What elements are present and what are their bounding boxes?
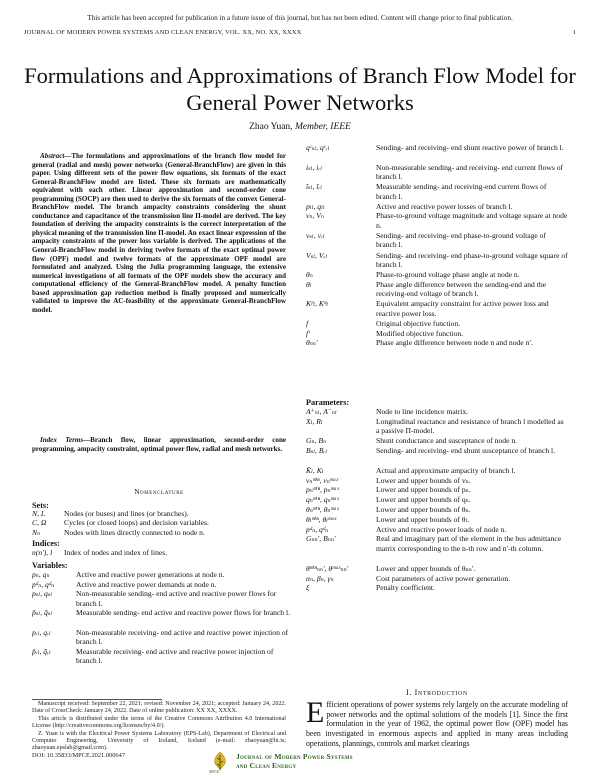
dropcap: E bbox=[306, 696, 325, 729]
indices-label: Indices: bbox=[32, 539, 60, 548]
footnote-affiliation: Z. Yuan is with the Electrical Power Systems Laboratory (EPS-Lab), Department of Electrical and Computer Engineering, University of Iceland, Iceland (e-mail: zhaoyuan@hi.is; zhaoyuan.epslab@gmail.com). bbox=[32, 730, 286, 752]
abstract-text: The formulations and approximations of the branch flow model for general (radial and mesh) power networks (General-BranchFlow) are given in this paper. Using different sets of the power flow equations, six formats of the exact General-BranchFlow model are listed. These six formats are mathematically equivalent with each other. Linear approximation and second-order cone programming (SOCP) are then used to derive the six formats of the convex General-BranchFlow model. The branch ampacity constraints considering the shunt conductance and capacitance of the transmission line Π-model are derived. The key foundation of deriving the ampacity constraints is the correct interpretation of the physical meaning of the transmission line Π-model. An exact linear expression of the ampacity constraints of the power loss variable is derived. The applications of the General-BranchFlow model in deriving twelve formats of the exact optimal power flow (OPF) model and twelve formats of the approximate OPF model are formulated and analyzed. Using the Julia programming language, the extensive numerical investigations of all formats of the OPF models show the accuracy and computational efficiency of the General-BranchFlow model. A penalty function based approximation gap reduction method is finally proposed and numerically validated to improve the AC-feasibility of the approximate General-BranchFlow model. bbox=[32, 152, 286, 314]
nomenclature-symbol: qᶜₛₗ, qᶜᵣₗ bbox=[306, 143, 330, 152]
nomenclature-description: Active and reactive power demands at node n. bbox=[76, 579, 217, 589]
nomenclature-description: Phase-to-ground voltage magnitude and voltage square at node n. bbox=[376, 211, 568, 230]
nomenclature-description: Cycles (or closed loops) and decision variables. bbox=[64, 518, 209, 528]
footnote-license: This article is distributed under the terms of the Creative Commons Attribution 4.0 International License (http://creativecommons.org/licenses/by/4.0/). bbox=[32, 715, 286, 730]
nomenclature-description: Active and reactive power loads of node n. bbox=[376, 524, 507, 534]
nomenclature-description: Active and reactive power generations at node n. bbox=[76, 570, 225, 579]
nomenclature-description: Longitudinal reactance and resistance of branch l modelled as a passive Π-model. bbox=[376, 416, 564, 436]
nomenclature-symbol: iₛₗ, iᵣₗ bbox=[306, 162, 323, 172]
parameters-label: Parameters: bbox=[306, 398, 350, 407]
nomenclature-symbol: K̄ₗ, Kₗ bbox=[306, 465, 324, 475]
paper-title: Formulations and Approximations of Branch Flow Model for General Power Networks bbox=[24, 63, 576, 115]
nomenclature-symbol: N, L bbox=[32, 509, 46, 518]
journal-logo-line1: Journal of Modern Power Systems bbox=[236, 752, 353, 761]
abstract-lead: Abstract bbox=[40, 152, 65, 160]
nomenclature-description: Lower and upper bounds of vₙ. bbox=[376, 475, 471, 485]
running-head: JOURNAL OF MODERN POWER SYSTEMS AND CLEAN ENERGY, VOL. XX, NO. XX, XXXX bbox=[24, 29, 302, 36]
nomenclature-description: Lower and upper bounds of θₙₙ′. bbox=[376, 563, 476, 573]
index-terms-lead: Index Terms bbox=[40, 436, 84, 444]
journal-logo-line2: and Clean Energy bbox=[236, 761, 297, 770]
nomenclature-description: Measurable sending- end active and reactive power flows for branch l. bbox=[76, 608, 291, 618]
nomenclature-symbol: p̃ᵣₗ, q̃ᵣₗ bbox=[32, 646, 51, 656]
nomenclature-description: Real and imaginary part of the element in the bus admittance matrix corresponding to the n-th row and n′-th column. bbox=[376, 534, 562, 553]
nomenclature-description: Phase angle difference between the sending-end and the receiving-end voltage of branch l. bbox=[376, 279, 547, 299]
journal-logo-text bbox=[236, 752, 353, 770]
nomenclature-heading: Nomenclature bbox=[134, 488, 184, 496]
doi: DOI: 10.35833/MPCE.2021.000647 bbox=[32, 752, 126, 759]
nomenclature-description: Nodes (or buses) and lines (or branches). bbox=[64, 509, 189, 518]
nomenclature-symbol: vₛₗ, vᵣₗ bbox=[306, 231, 325, 240]
nomenclature-symbol: Nₙ bbox=[32, 527, 41, 537]
sets-label: Sets: bbox=[32, 501, 49, 510]
nomenclature-description: Shunt conductance and susceptance of node n. bbox=[376, 436, 518, 446]
journal-logo-abbr: MPCE bbox=[209, 770, 220, 774]
nomenclature-symbol: θₙᵐⁱⁿ, θₙᵐᵃˣ bbox=[306, 505, 339, 514]
footnotes bbox=[32, 701, 286, 753]
nomenclature-description: Phase angle difference between node n and node n′. bbox=[376, 338, 533, 348]
nomenclature-description: Actual and approximate ampacity of branch l. bbox=[376, 465, 516, 475]
nomenclature-description: Non-measurable sending- and receiving- end current flows of branch l. bbox=[376, 162, 564, 181]
nomenclature-symbol: vₙᵐⁱⁿ, vₙᵐᵃˣ bbox=[306, 475, 339, 485]
nomenclature-description: Measurable receiving- end active and reactive power injection of branch l. bbox=[76, 646, 274, 666]
nomenclature-description: Measurable sending- and receiving-end current flows of branch l. bbox=[376, 182, 547, 201]
author-line bbox=[0, 122, 600, 132]
nomenclature-symbol: vₙ, Vₙ bbox=[306, 211, 324, 221]
nomenclature-description: Equivalent ampacity constraint for active power loss and reactive power loss. bbox=[376, 299, 549, 318]
nomenclature-symbol: θₙ bbox=[306, 270, 313, 280]
nomenclature-symbol: Gₙ, Bₙ bbox=[306, 436, 327, 446]
nomenclature-symbol: θₗ bbox=[306, 279, 312, 289]
author-role: Member, IEEE bbox=[294, 122, 351, 132]
nomenclature-symbol: ĩₛₗ, ĩᵣₗ bbox=[306, 182, 323, 192]
nomenclature-description: Nodes with lines directly connected to node n. bbox=[64, 527, 205, 537]
nomenclature-symbol: pₗₗ, qₗₗ bbox=[306, 201, 325, 211]
nomenclature-symbol: qₙᵐⁱⁿ, qₙᵐᵃˣ bbox=[306, 495, 339, 505]
introduction-body: fficient operations of power systems rely largely on the accurate modeling of power networks and the optimal solutions of the models [1]. Since the first formulation in the year of 1962, the optimal power flow (OPF) model has been investigated in enormous aspects and applied in many areas including operations, plannings, controls and market clearings bbox=[306, 700, 568, 748]
nomenclature-symbol: αₙ, βₙ, γₙ bbox=[306, 573, 334, 583]
nomenclature-description: Non-measurable receiving- end active and reactive power injection of branch l. bbox=[76, 627, 289, 646]
nomenclature-symbol: pᵣₗ, qᵣₗ bbox=[32, 627, 51, 637]
nomenclature-symbol: C, Ω bbox=[32, 518, 47, 528]
nomenclature-symbol: θₗᵐⁱⁿ, θₗᵐᵃˣ bbox=[306, 514, 337, 524]
nomenclature-description: Lower and upper bounds of θₗ. bbox=[376, 514, 470, 524]
nomenclature-symbol: p̃ₛₗ, q̃ₛₗ bbox=[32, 608, 53, 618]
nomenclature-description: Penalty coefficient. bbox=[376, 583, 435, 593]
nomenclature-symbol: pₛₗ, qₛₗ bbox=[32, 589, 53, 599]
page-number: 1 bbox=[572, 29, 576, 36]
author-name: Zhao Yuan, bbox=[249, 122, 293, 132]
nomenclature-description: Lower and upper bounds of θₙ. bbox=[376, 505, 471, 514]
nomenclature-symbol: θₙₙ′ bbox=[306, 338, 318, 348]
journal-logo-icon bbox=[208, 750, 232, 772]
nomenclature-symbol: Bₛₗ, Bᵣₗ bbox=[306, 446, 328, 456]
abstract bbox=[32, 152, 286, 314]
nomenclature-description: Original objective function. bbox=[376, 319, 461, 328]
nomenclature-description: Sending- and receiving- end shunt reactive power of branch l. bbox=[376, 143, 564, 152]
nomenclature-symbol: pᵈₙ, qᵈₙ bbox=[32, 579, 55, 589]
nomenclature-description: Sending- and receiving- end shunt susceptance of branch l. bbox=[376, 446, 556, 456]
nomenclature-description: Sending- and receiving- end phase-to-ground voltage square of branch l. bbox=[376, 250, 568, 269]
nomenclature-symbol: Kᵖₗ, Kᵠₗ bbox=[306, 299, 329, 309]
nomenclature-symbol: A⁺ₙₗ, A⁻ₙₗ bbox=[306, 407, 337, 416]
nomenclature-description: Active and reactive power losses of branch l. bbox=[376, 201, 513, 211]
nomenclature-description: Node to line incidence matrix. bbox=[376, 407, 469, 416]
abstract-dash: — bbox=[64, 152, 72, 160]
index-terms-text: —Branch flow, linear approximation, second-order cone programming, ampacity constraint, optimal power flow, radial and mesh networks. bbox=[32, 436, 286, 453]
index-terms bbox=[32, 436, 286, 453]
nomenclature-description: Index of nodes and index of lines. bbox=[64, 548, 168, 557]
publication-notice: This article has been accepted for publication in a future issue of this journal, but has not been edited. Content will change prior to final publication. bbox=[87, 14, 513, 22]
nomenclature-symbol: pₙᵐⁱⁿ, pₙᵐᵃˣ bbox=[306, 485, 339, 495]
nomenclature-description: Phase-to-ground voltage phase angle at node n. bbox=[376, 270, 520, 280]
footnote-received: Manuscript received: September 22, 2021; revised: November 24, 2021; accepted: January 24, 2022. Date of CrossCheck: January 24, 2022. Date of online publication: XX XX, XXXX. bbox=[32, 701, 286, 715]
nomenclature-symbol: pₙ, qₙ bbox=[32, 570, 50, 579]
nomenclature-symbol: n(n′), l bbox=[32, 548, 53, 557]
nomenclature-symbol: Xₗ, Rₗ bbox=[306, 416, 323, 426]
variables-label: Variables: bbox=[32, 561, 68, 570]
nomenclature-description: Modified objective function. bbox=[376, 328, 464, 338]
nomenclature-description: Sending- and receiving- end phase-to-ground voltage of branch l. bbox=[376, 231, 546, 250]
nomenclature-description: Cost parameters of active power generation. bbox=[376, 573, 511, 583]
section-heading-introduction: I. Introduction bbox=[406, 688, 468, 697]
nomenclature-symbol: ξ bbox=[306, 583, 310, 593]
nomenclature-symbol: Gₙₙ′, Bₙₙ′ bbox=[306, 534, 336, 544]
nomenclature-description: Lower and upper bounds of qₙ. bbox=[376, 495, 471, 505]
nomenclature-symbol: θᵐⁱⁿₙₙ′, θᵐᵃˣₙₙ′ bbox=[306, 563, 349, 573]
nomenclature-symbol: pᵈₙ, qᵈₙ bbox=[306, 524, 329, 534]
nomenclature-description: Lower and upper bounds of pₙ. bbox=[376, 485, 471, 495]
nomenclature-symbol: Vₛₗ, Vᵣₗ bbox=[306, 250, 328, 260]
nomenclature-description: Non-measurable sending- end active and reactive power flows for branch l. bbox=[76, 589, 277, 608]
nomenclature-symbol: f′ bbox=[306, 328, 310, 338]
introduction-text bbox=[306, 696, 568, 749]
nomenclature-symbol: f bbox=[306, 319, 309, 328]
footnote-rule bbox=[32, 699, 162, 700]
